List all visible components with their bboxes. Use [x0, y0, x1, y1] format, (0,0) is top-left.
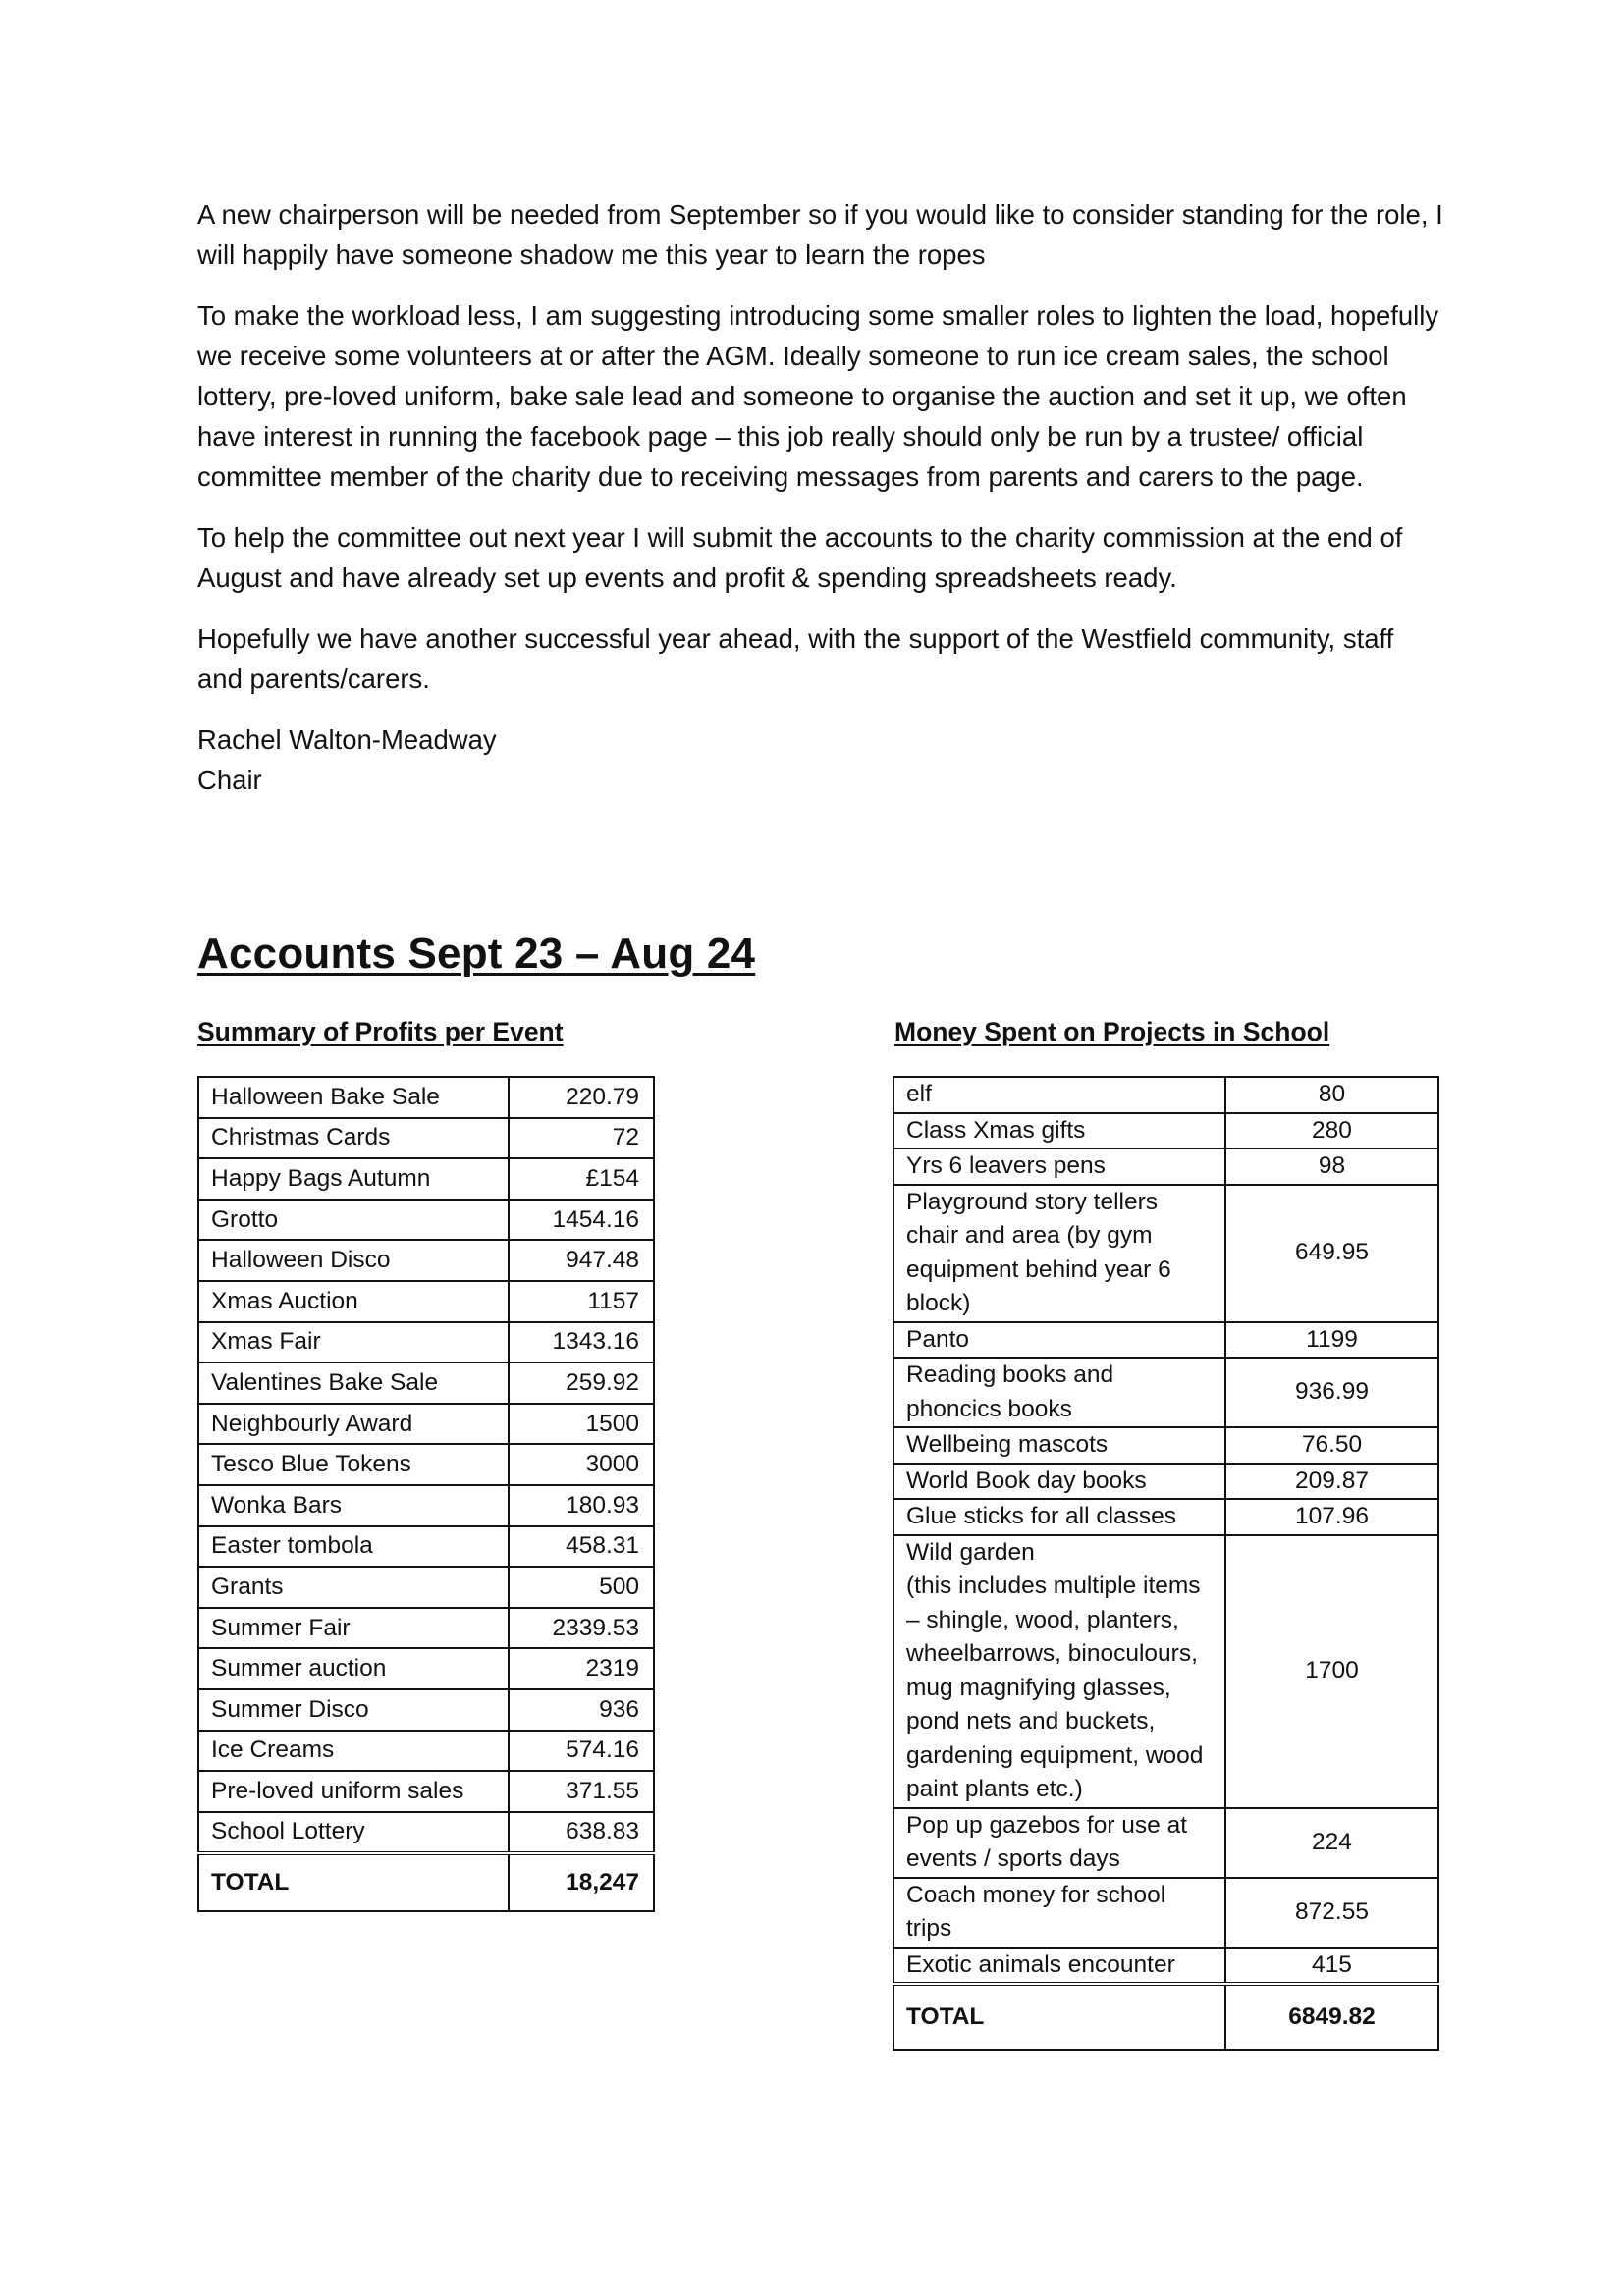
event-profit: 2319 [509, 1648, 654, 1689]
event-profit: 72 [509, 1118, 654, 1159]
project-cost: 649.95 [1225, 1185, 1438, 1322]
table-row [198, 1689, 654, 1731]
event-profit: 3000 [509, 1444, 654, 1485]
letter-paragraph: To help the committee out next year I will submit the accounts to the charity commission at the end of August and have already set up events and profit & spending spreadsheets ready. [197, 522, 1403, 593]
event-profit: 1343.16 [509, 1322, 654, 1363]
event-profit: £154 [509, 1158, 654, 1200]
project-cost: 80 [1225, 1077, 1438, 1113]
table-row [198, 1526, 654, 1568]
event-profit: 259.92 [509, 1362, 654, 1404]
total-row [893, 1984, 1438, 2050]
table-row [198, 1077, 654, 1118]
event-name: Halloween Bake Sale [198, 1077, 509, 1118]
table-row [893, 1148, 1438, 1185]
letter-body [197, 194, 1444, 800]
event-name: School Lottery [198, 1812, 509, 1854]
event-profit: 574.16 [509, 1731, 654, 1772]
project-name: Yrs 6 leavers pens [893, 1148, 1225, 1185]
table-row [893, 1322, 1438, 1359]
spent-table [893, 1076, 1439, 2051]
event-name: Grants [198, 1567, 509, 1608]
table-row [893, 1808, 1438, 1878]
project-name: Glue sticks for all classes [893, 1499, 1225, 1535]
project-cost: 415 [1225, 1948, 1438, 1985]
project-name: Reading books and phoncics books [893, 1358, 1225, 1427]
event-profit: 458.31 [509, 1526, 654, 1568]
project-name: Exotic animals encounter [893, 1948, 1225, 1985]
total-row [198, 1853, 654, 1911]
table-row [198, 1118, 654, 1159]
event-name: Wonka Bars [198, 1485, 509, 1526]
table-row [893, 1427, 1438, 1464]
event-name: Pre-loved uniform sales [198, 1771, 509, 1812]
project-cost: 107.96 [1225, 1499, 1438, 1535]
table-row [198, 1404, 654, 1445]
event-profit: 947.48 [509, 1240, 654, 1281]
letter-paragraph: A new chairperson will be needed from September so if you would like to consider standing for the role, I will happily have someone shadow me this year to learn the ropes [197, 199, 1443, 270]
table-row [198, 1281, 654, 1322]
event-name: Neighbourly Award [198, 1404, 509, 1445]
project-name: Panto [893, 1322, 1225, 1359]
table-row [893, 1113, 1438, 1149]
event-profit: 371.55 [509, 1771, 654, 1812]
project-cost: 224 [1225, 1808, 1438, 1878]
total-label: TOTAL [893, 1984, 1225, 2050]
event-profit: 500 [509, 1567, 654, 1608]
event-name: Christmas Cards [198, 1118, 509, 1159]
table-row [198, 1648, 654, 1689]
event-name: Xmas Fair [198, 1322, 509, 1363]
project-cost: 1700 [1225, 1535, 1438, 1808]
signature-name: Rachel Walton-Meadway [197, 724, 497, 755]
table-row [198, 1158, 654, 1200]
table-row [198, 1485, 654, 1526]
table-row [893, 1358, 1438, 1427]
event-profit: 180.93 [509, 1485, 654, 1526]
signature-role: Chair [197, 765, 262, 795]
event-profit: 936 [509, 1689, 654, 1731]
project-name: Coach money for school trips [893, 1878, 1225, 1948]
event-name: Tesco Blue Tokens [198, 1444, 509, 1485]
table-row [893, 1948, 1438, 1985]
project-name: Wild garden (this includes multiple items – shingle, wood, planters, wheelbarrows, binoculours, mug magnifying glasses, pond nets and buckets, gardening equipment, wood paint plants etc.) [893, 1535, 1225, 1808]
project-cost: 209.87 [1225, 1464, 1438, 1500]
project-name: Pop up gazebos for use at events / sports days [893, 1808, 1225, 1878]
table-row [198, 1812, 654, 1854]
event-profit: 1157 [509, 1281, 654, 1322]
table-row [198, 1608, 654, 1649]
table-row [198, 1200, 654, 1241]
table-row [893, 1077, 1438, 1113]
event-name: Ice Creams [198, 1731, 509, 1772]
profits-heading: Summary of Profits per Event [197, 1017, 564, 1046]
event-name: Happy Bags Autumn [198, 1158, 509, 1200]
letter-paragraph: To make the workload less, I am suggesting introducing some smaller roles to lighten the load, hopefully we receive some volunteers at or after the AGM. Ideally someone to run ice cream sales, the school lottery, pre-loved uniform, bake sale lead and someone to organise the auction and set it up, we often have interest in running the facebook page – this job really should only be run by a trustee/ official committee member of the charity due to receiving messages from parents and carers to the page. [197, 300, 1439, 492]
event-profit: 220.79 [509, 1077, 654, 1118]
event-profit: 2339.53 [509, 1608, 654, 1649]
project-cost: 98 [1225, 1148, 1438, 1185]
event-name: Easter tombola [198, 1526, 509, 1568]
table-row [198, 1771, 654, 1812]
table-row [893, 1499, 1438, 1535]
project-cost: 1199 [1225, 1322, 1438, 1359]
project-name: Playground story tellers chair and area (by gym equipment behind year 6 block) [893, 1185, 1225, 1322]
letter-paragraph: Hopefully we have another successful year ahead, with the support of the Westfield community, staff and parents/carers. [197, 623, 1394, 694]
table-row [893, 1464, 1438, 1500]
total-value: 18,247 [509, 1853, 654, 1911]
table-row [198, 1731, 654, 1772]
table-row [893, 1535, 1438, 1808]
project-name: Class Xmas gifts [893, 1113, 1225, 1149]
spent-heading: Money Spent on Projects in School [894, 1017, 1330, 1046]
table-row [198, 1444, 654, 1485]
total-label: TOTAL [198, 1853, 509, 1911]
project-cost: 76.50 [1225, 1427, 1438, 1464]
project-cost: 872.55 [1225, 1878, 1438, 1948]
project-cost: 936.99 [1225, 1358, 1438, 1427]
table-row [893, 1878, 1438, 1948]
total-value: 6849.82 [1225, 1984, 1438, 2050]
event-name: Valentines Bake Sale [198, 1362, 509, 1404]
table-row [198, 1567, 654, 1608]
table-row [198, 1240, 654, 1281]
table-row [198, 1362, 654, 1404]
project-name: World Book day books [893, 1464, 1225, 1500]
table-row [198, 1322, 654, 1363]
project-cost: 280 [1225, 1113, 1438, 1149]
event-profit: 1500 [509, 1404, 654, 1445]
event-name: Grotto [198, 1200, 509, 1241]
event-profit: 638.83 [509, 1812, 654, 1854]
event-name: Halloween Disco [198, 1240, 509, 1281]
event-profit: 1454.16 [509, 1200, 654, 1241]
event-name: Xmas Auction [198, 1281, 509, 1322]
event-name: Summer auction [198, 1648, 509, 1689]
event-name: Summer Fair [198, 1608, 509, 1649]
accounts-title: Accounts Sept 23 – Aug 24 [197, 930, 756, 978]
project-name: elf [893, 1077, 1225, 1113]
profits-table [197, 1076, 655, 1912]
project-name: Wellbeing mascots [893, 1427, 1225, 1464]
event-name: Summer Disco [198, 1689, 509, 1731]
table-row [893, 1185, 1438, 1322]
